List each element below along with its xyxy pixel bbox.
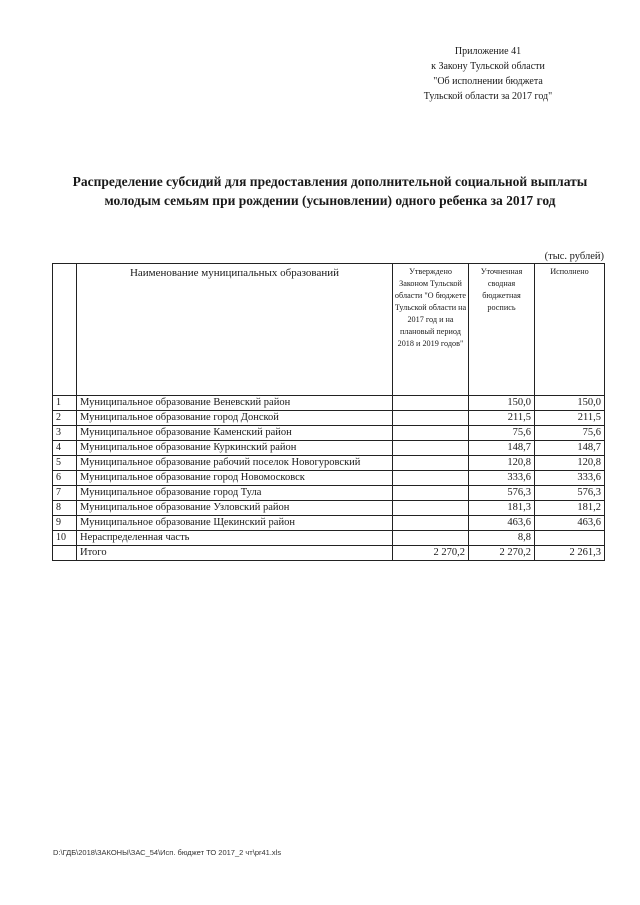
row-executed: 75,6 (535, 426, 605, 441)
appendix-line: Приложение 41 (454, 46, 522, 57)
table-total-row (53, 546, 605, 561)
row-name: Муниципальное образование Веневский район (77, 396, 393, 411)
row-executed: 148,7 (535, 441, 605, 456)
table-row (53, 426, 605, 441)
total-num (53, 546, 77, 561)
row-name: Муниципальное образование рабочий поселок Новогуровский (77, 456, 393, 471)
file-path-footer: D:\ГДБ\2018\ЗАКОНЫ\ЗАС_54\Исп. бюджет ТО 2017_2 чт\pr41.xls (53, 848, 282, 857)
row-refined: 148,7 (469, 441, 535, 456)
table-row (53, 516, 605, 531)
row-name: Муниципальное образование Узловский район (77, 501, 393, 516)
document-title (40, 172, 620, 210)
header-refined: Уточненная сводная бюджетная роспись (469, 264, 535, 396)
row-refined: 150,0 (469, 396, 535, 411)
row-refined: 181,3 (469, 501, 535, 516)
row-executed: 211,5 (535, 411, 605, 426)
row-num: 3 (53, 426, 77, 441)
title-line: молодым семьям при рождении (усыновлении) одного ребенка за 2017 год (104, 193, 556, 208)
row-num: 8 (53, 501, 77, 516)
row-approved (393, 456, 469, 471)
row-name: Муниципальное образование город Донской (77, 411, 393, 426)
appendix-line: к Закону Тульской области (431, 61, 545, 72)
table-row (53, 486, 605, 501)
row-name: Нераспределенная часть (77, 531, 393, 546)
row-refined: 120,8 (469, 456, 535, 471)
header-num (53, 264, 77, 396)
total-label: Итого (77, 546, 393, 561)
table-row (53, 501, 605, 516)
row-approved (393, 531, 469, 546)
row-executed: 463,6 (535, 516, 605, 531)
appendix-line: Тульской области за 2017 год" (423, 91, 553, 102)
title-line: Распределение субсидий для предоставления дополнительной социальной выплаты (72, 174, 588, 189)
units-label: (тыс. рублей) (544, 251, 604, 262)
row-refined: 211,5 (469, 411, 535, 426)
row-executed: 181,2 (535, 501, 605, 516)
appendix-block (388, 44, 588, 104)
row-num: 5 (53, 456, 77, 471)
row-num: 10 (53, 531, 77, 546)
header-approved: Утверждено Законом Тульской области "О бюджете Тульской области на 2017 год и на плановый период 2018 и 2019 годов" (393, 264, 469, 396)
row-num: 7 (53, 486, 77, 501)
row-executed: 333,6 (535, 471, 605, 486)
table-row (53, 441, 605, 456)
row-refined: 576,3 (469, 486, 535, 501)
total-refined: 2 270,2 (469, 546, 535, 561)
table-header-row (53, 264, 605, 396)
row-num: 6 (53, 471, 77, 486)
row-name: Муниципальное образование город Новомосковск (77, 471, 393, 486)
row-approved (393, 471, 469, 486)
row-num: 1 (53, 396, 77, 411)
table-row (53, 456, 605, 471)
row-num: 2 (53, 411, 77, 426)
row-refined: 8,8 (469, 531, 535, 546)
row-executed: 576,3 (535, 486, 605, 501)
table-row (53, 531, 605, 546)
row-name: Муниципальное образование Каменский район (77, 426, 393, 441)
row-executed (535, 531, 605, 546)
row-approved (393, 396, 469, 411)
row-refined: 463,6 (469, 516, 535, 531)
row-approved (393, 426, 469, 441)
total-executed: 2 261,3 (535, 546, 605, 561)
row-name: Муниципальное образование город Тула (77, 486, 393, 501)
table-row (53, 411, 605, 426)
row-refined: 333,6 (469, 471, 535, 486)
header-name: Наименование муниципальных образований (77, 264, 393, 396)
row-name: Муниципальное образование Куркинский район (77, 441, 393, 456)
row-num: 9 (53, 516, 77, 531)
table-row (53, 471, 605, 486)
row-approved (393, 501, 469, 516)
header-executed: Исполнено (535, 264, 605, 396)
row-approved (393, 516, 469, 531)
subsidy-table (52, 263, 605, 561)
row-approved (393, 486, 469, 501)
table-row (53, 396, 605, 411)
appendix-line: "Об исполнении бюджета (433, 76, 543, 87)
row-approved (393, 411, 469, 426)
total-approved: 2 270,2 (393, 546, 469, 561)
row-name: Муниципальное образование Щекинский район (77, 516, 393, 531)
row-num: 4 (53, 441, 77, 456)
row-executed: 120,8 (535, 456, 605, 471)
row-executed: 150,0 (535, 396, 605, 411)
row-refined: 75,6 (469, 426, 535, 441)
row-approved (393, 441, 469, 456)
